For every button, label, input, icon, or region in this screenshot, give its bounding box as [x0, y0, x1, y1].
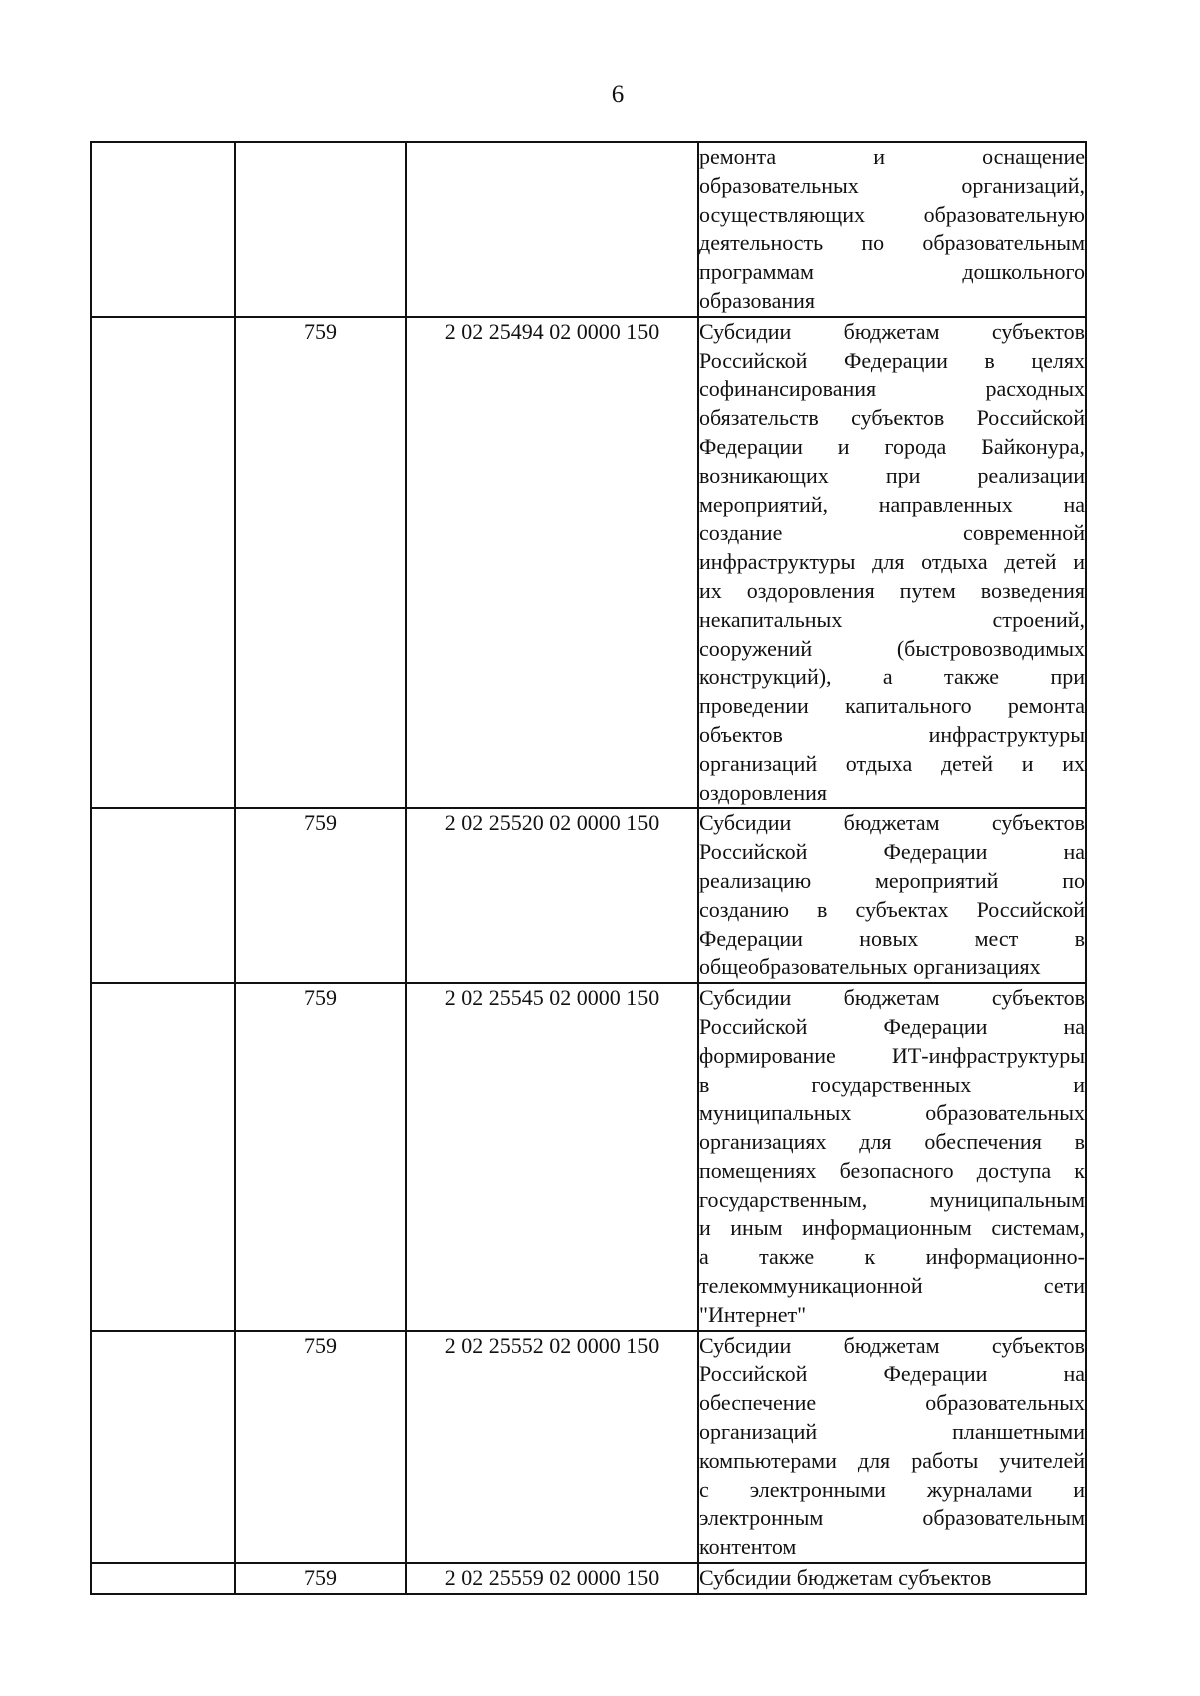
- description-line: софинансирования расходных: [699, 376, 1085, 402]
- revenue-code-cell: 2 02 25552 02 0000 150: [406, 1331, 698, 1563]
- description-line: Российской Федерации на: [699, 1013, 1085, 1039]
- revenue-code-cell: 2 02 25559 02 0000 150: [406, 1563, 698, 1594]
- description-line: государственным, муниципальным: [699, 1186, 1085, 1212]
- description-line: а также к информационно-: [699, 1244, 1085, 1270]
- description-line: Федерации новых мест в: [699, 925, 1085, 951]
- description-line: с электронными журналами и: [699, 1476, 1085, 1502]
- description-line: организациях для обеспечения в: [699, 1129, 1085, 1155]
- description-cell: [698, 317, 1086, 809]
- administrator-code-cell: 759: [235, 317, 406, 809]
- table-row: [91, 1563, 1086, 1594]
- budget-codes-table: [90, 141, 1087, 1595]
- description-line: конструкций), а также при: [699, 664, 1085, 690]
- revenue-code-cell: 2 02 25494 02 0000 150: [406, 317, 698, 809]
- description-line: организаций отдыха детей и их: [699, 750, 1085, 776]
- blank-cell: [91, 808, 235, 983]
- administrator-code-cell: 759: [235, 1331, 406, 1563]
- description-line: объектов инфраструктуры: [699, 721, 1085, 747]
- table-row: [91, 1331, 1086, 1563]
- description-line: обязательств субъектов Российской: [699, 405, 1085, 431]
- description-line: помещениях безопасного доступа к: [699, 1157, 1085, 1183]
- description-line: Российской Федерации на: [699, 1361, 1085, 1387]
- description-line: Субсидии бюджетам субъектов: [699, 318, 1085, 344]
- description-line: инфраструктуры для отдыха детей и: [699, 549, 1085, 575]
- description-line: Российской Федерации на: [699, 839, 1085, 865]
- table-row: [91, 808, 1086, 983]
- description-line: созданию в субъектах Российской: [699, 896, 1085, 922]
- description-line: сооружений (быстровозводимых: [699, 635, 1085, 661]
- description-line: мероприятий, направленных на: [699, 491, 1085, 517]
- description-line: "Интернет": [699, 1301, 807, 1327]
- blank-cell: [91, 1331, 235, 1563]
- revenue-code-cell: 2 02 25545 02 0000 150: [406, 983, 698, 1331]
- description-line: контентом: [699, 1534, 797, 1560]
- description-line: деятельность по образовательным: [699, 230, 1085, 256]
- description-cell: [698, 1563, 1086, 1594]
- description-line: ремонта и оснащение: [699, 144, 1085, 169]
- description-line: формирование ИТ-инфраструктуры: [699, 1042, 1085, 1068]
- page-number: 6: [611, 81, 625, 108]
- description-line: Федерации и города Байконура,: [699, 433, 1085, 459]
- blank-cell: [91, 142, 235, 317]
- blank-cell: [91, 1563, 235, 1594]
- description-line: и иным информационным системам,: [699, 1215, 1085, 1241]
- description-line: осуществляющих образовательную: [699, 201, 1085, 227]
- description-line: образования: [699, 287, 816, 313]
- description-line: телекоммуникационной сети: [699, 1273, 1085, 1299]
- description-line: муниципальных образовательных: [699, 1100, 1085, 1126]
- description-line: возникающих при реализации: [699, 462, 1085, 488]
- description-line: Российской Федерации в целях: [699, 347, 1085, 373]
- administrator-code-cell: 759: [235, 983, 406, 1331]
- description-line: компьютерами для работы учителей: [699, 1447, 1085, 1473]
- description-line: проведении капитального ремонта: [699, 693, 1085, 719]
- description-line: образовательных организаций,: [699, 172, 1085, 198]
- administrator-code-cell: 759: [235, 808, 406, 983]
- description-line: оздоровления: [699, 779, 827, 805]
- description-line: электронным образовательным: [699, 1505, 1085, 1531]
- description-cell: [698, 808, 1086, 983]
- description-line: программам дошкольного: [699, 259, 1085, 285]
- description-line: обеспечение образовательных: [699, 1390, 1085, 1416]
- table-row: [91, 983, 1086, 1331]
- description-line: Субсидии бюджетам субъектов: [699, 985, 1085, 1011]
- table-body: [91, 142, 1086, 1594]
- blank-cell: [91, 983, 235, 1331]
- administrator-code-cell: [235, 142, 406, 317]
- description-cell: [698, 1331, 1086, 1563]
- description-line: создание современной: [699, 520, 1085, 546]
- description-line: Субсидии бюджетам субъектов: [699, 1565, 992, 1591]
- description-line: в государственных и: [699, 1071, 1085, 1097]
- revenue-code-cell: 2 02 25520 02 0000 150: [406, 808, 698, 983]
- description-line: Субсидии бюджетам субъектов: [699, 810, 1085, 836]
- table-row: [91, 317, 1086, 809]
- blank-cell: [91, 317, 235, 809]
- description-line: реализацию мероприятий по: [699, 867, 1085, 893]
- administrator-code-cell: 759: [235, 1563, 406, 1594]
- description-line: их оздоровления путем возведения: [699, 577, 1085, 603]
- description-line: некапитальных строений,: [699, 606, 1085, 632]
- description-line: организаций планшетными: [699, 1419, 1085, 1445]
- description-cell: [698, 142, 1086, 317]
- description-cell: [698, 983, 1086, 1331]
- description-line: общеобразовательных организациях: [699, 954, 1041, 980]
- description-line: Субсидии бюджетам субъектов: [699, 1332, 1085, 1358]
- revenue-code-cell: [406, 142, 698, 317]
- table-row: [91, 142, 1086, 317]
